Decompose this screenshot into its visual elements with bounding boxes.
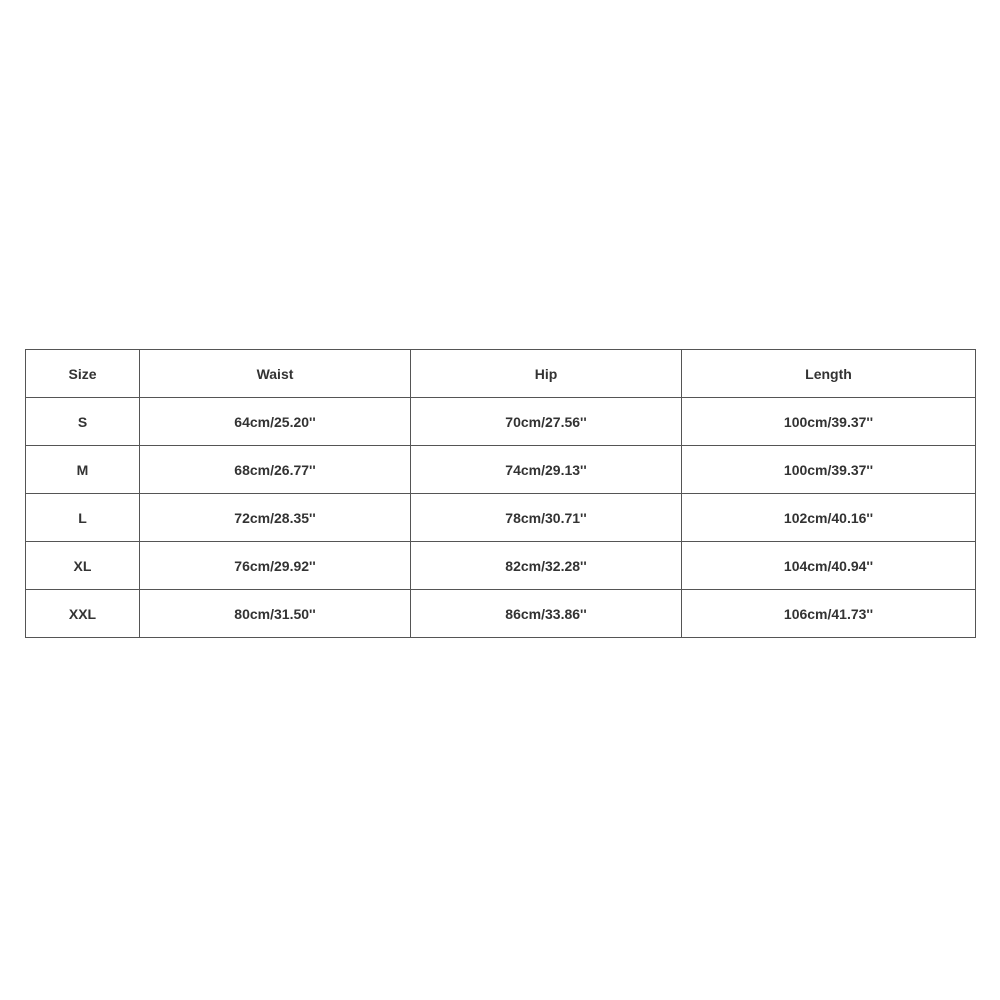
cell-length: 100cm/39.37'': [682, 446, 976, 494]
cell-length: 100cm/39.37'': [682, 398, 976, 446]
table-row: [26, 446, 976, 494]
cell-hip: 78cm/30.71'': [411, 494, 682, 542]
cell-size: L: [26, 494, 140, 542]
cell-size: XL: [26, 542, 140, 590]
cell-size: XXL: [26, 590, 140, 638]
cell-waist: 76cm/29.92'': [140, 542, 411, 590]
cell-size: M: [26, 446, 140, 494]
cell-hip: 82cm/32.28'': [411, 542, 682, 590]
header-waist: Waist: [140, 350, 411, 398]
cell-waist: 64cm/25.20'': [140, 398, 411, 446]
cell-hip: 86cm/33.86'': [411, 590, 682, 638]
table-row: [26, 590, 976, 638]
table-row: [26, 398, 976, 446]
header-hip: Hip: [411, 350, 682, 398]
cell-hip: 74cm/29.13'': [411, 446, 682, 494]
size-chart-table: [25, 349, 976, 638]
header-length: Length: [682, 350, 976, 398]
cell-size: S: [26, 398, 140, 446]
table-row: [26, 542, 976, 590]
cell-hip: 70cm/27.56'': [411, 398, 682, 446]
cell-length: 102cm/40.16'': [682, 494, 976, 542]
cell-length: 104cm/40.94'': [682, 542, 976, 590]
table-row: [26, 494, 976, 542]
table-header-row: [26, 350, 976, 398]
cell-length: 106cm/41.73'': [682, 590, 976, 638]
cell-waist: 72cm/28.35'': [140, 494, 411, 542]
cell-waist: 68cm/26.77'': [140, 446, 411, 494]
header-size: Size: [26, 350, 140, 398]
cell-waist: 80cm/31.50'': [140, 590, 411, 638]
